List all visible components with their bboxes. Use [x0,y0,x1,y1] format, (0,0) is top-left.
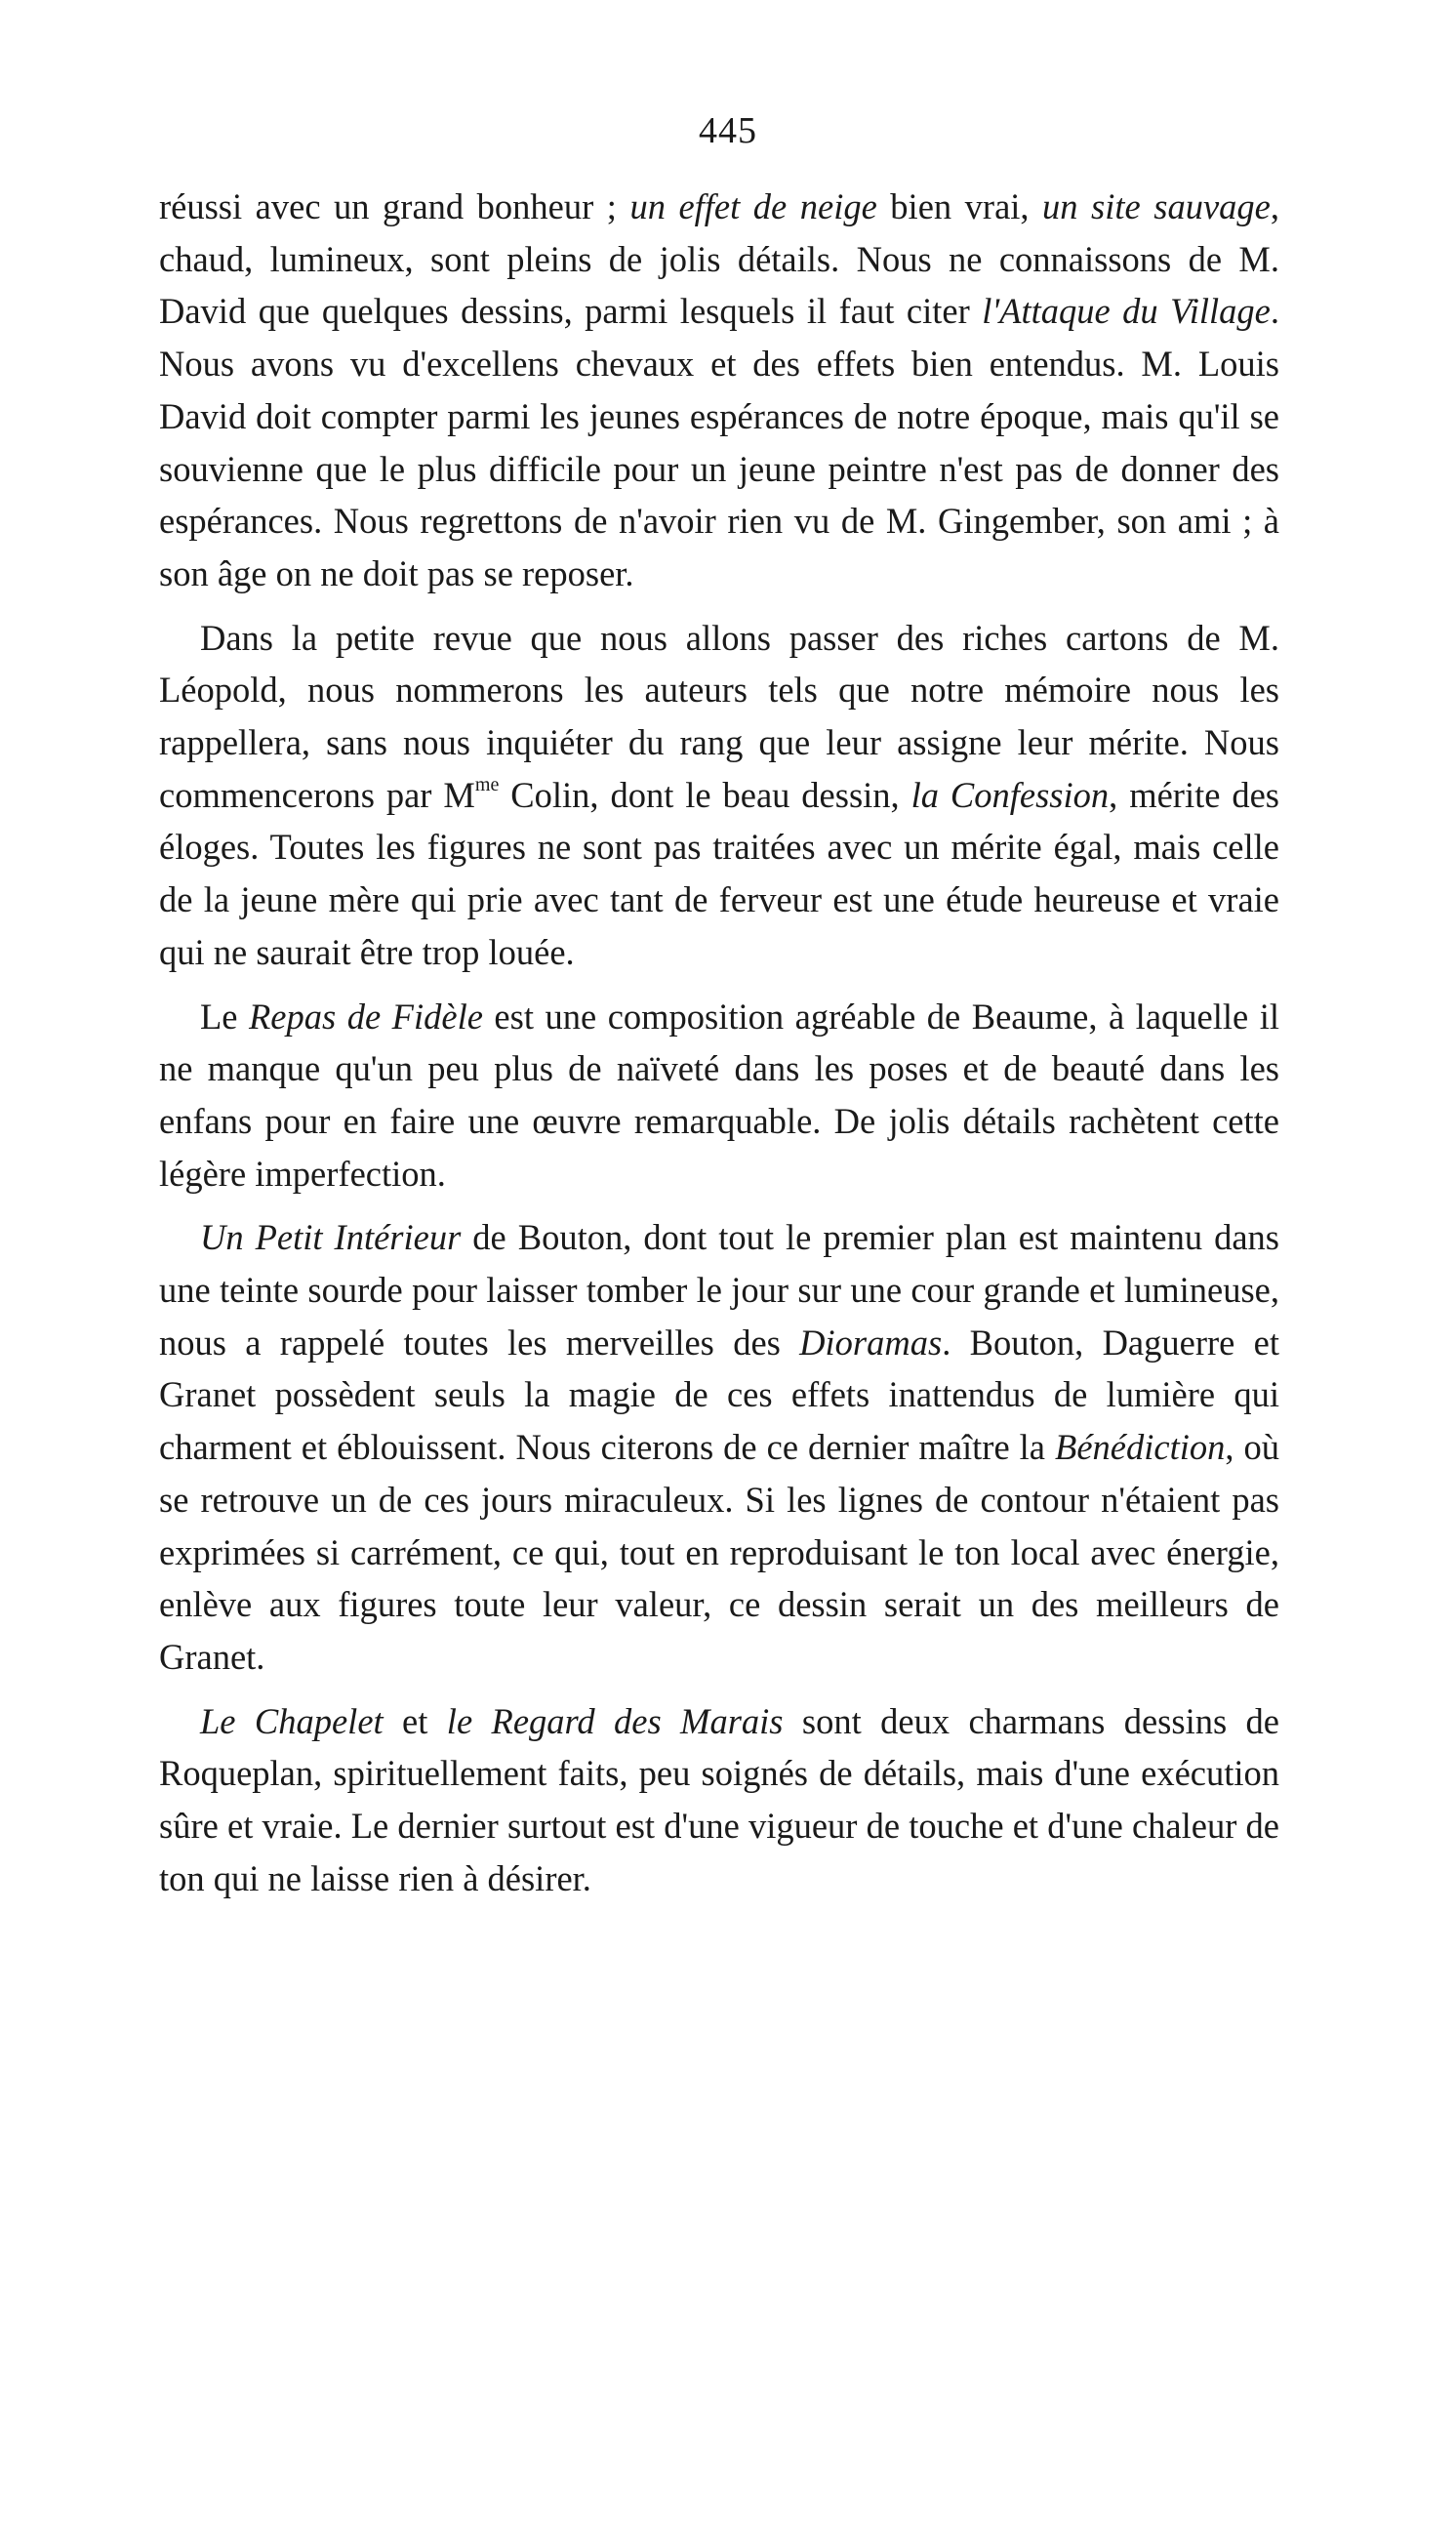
text-run: . Bouton, Daguerre et Granet possèdent seuls la magie de ces effets inattendus de lumière qui charment et éblouissent. Nous citerons de ce dernier maître la [159,1322,1279,1468]
text-run: . Nous avons vu d'excellens chevaux et des effets bien entendus. M. Louis David doit compter parmi les jeunes espérances de notre époque, mais qu'il se souvienne que le plus difficile pour un jeune peintre n'est pas de donner des espérances. Nous regrettons de n'avoir rien vu de M. Gingember, son ami ; à son âge on ne doit pas se reposer. [159,291,1280,593]
paragraph [159,991,1279,1201]
italic-title: le Regard des Marais [446,1700,784,1741]
paragraph [159,612,1279,979]
italic-title: la Confession [910,774,1110,815]
text-run: , où se retrouve un de ces jours miraculeux. Si les lignes de contour n'étaient pas exprimées si carrément, ce qui, tout en reproduisant le ton local avec énergie, enlève aux figures toute leur valeur, ce dessin serait un des meilleurs de Granet. [159,1427,1279,1677]
body-text [159,181,1279,1917]
italic-title: Dioramas [799,1322,943,1363]
superscript-text: me [474,773,500,795]
text-run: Dans la petite revue que nous allons passer des riches cartons de M. Léopold, nous nommerons les auteurs tels que notre mémoire nous les rappellera, sans nous inquiéter du rang que leur assigne leur mérite. Nous commencerons par M [159,617,1279,815]
paragraph [159,1211,1279,1683]
text-run: réussi avec un grand bonheur ; [159,186,630,226]
text-run: , mérite des éloges. Toutes les figures ne sont pas traitées avec un mérite égal, mais celle de la jeune mère qui prie avec tant de ferveur est une étude heureuse et vraie qui ne saurait être trop louée. [159,774,1279,972]
italic-title: Bénédiction [1055,1427,1226,1468]
text-run: de Bouton, dont tout le premier plan est maintenu dans une teinte sourde pour laisser tomber le jour sur une cour grande et lumineuse, nous a rappelé toutes les merveilles des [159,1217,1279,1363]
text-run: bien vrai, [876,186,1043,226]
paragraph [159,1695,1279,1905]
italic-title: un site sauvage [1042,186,1271,226]
text-run: et [383,1700,447,1741]
text-run: Le [200,996,250,1037]
italic-title: Un Petit Intérieur [200,1217,462,1258]
paragraph [159,181,1279,600]
text-run: est une composition agréable de Beaume, à laquelle il ne manque qu'un peu plus de naïveté dans les poses et de beauté dans les enfans pour en faire une œuvre remarquable. De jolis détails rachètent cette légère imperfection. [159,996,1279,1194]
text-run: , chaud, lumineux, sont pleins de jolis détails. Nous ne connaissons de M. David que quelques dessins, parmi lesquels il faut citer [159,186,1279,332]
italic-title: Le Chapelet [200,1700,384,1741]
italic-title: un effet de neige [629,186,877,226]
page-number: 445 [699,110,757,151]
text-run: Colin, dont le beau dessin, [499,774,911,815]
italic-title: Repas de Fidèle [249,996,483,1037]
text-run: sont deux charmans dessins de Roqueplan, spirituellement faits, peu soignés de détails, mais d'une exécution sûre et vraie. Le dernier surtout est d'une vigueur de touche et d'une chaleur de ton qui ne laisse rien à désirer. [159,1700,1280,1898]
italic-title: l'Attaque du Village [982,291,1271,332]
